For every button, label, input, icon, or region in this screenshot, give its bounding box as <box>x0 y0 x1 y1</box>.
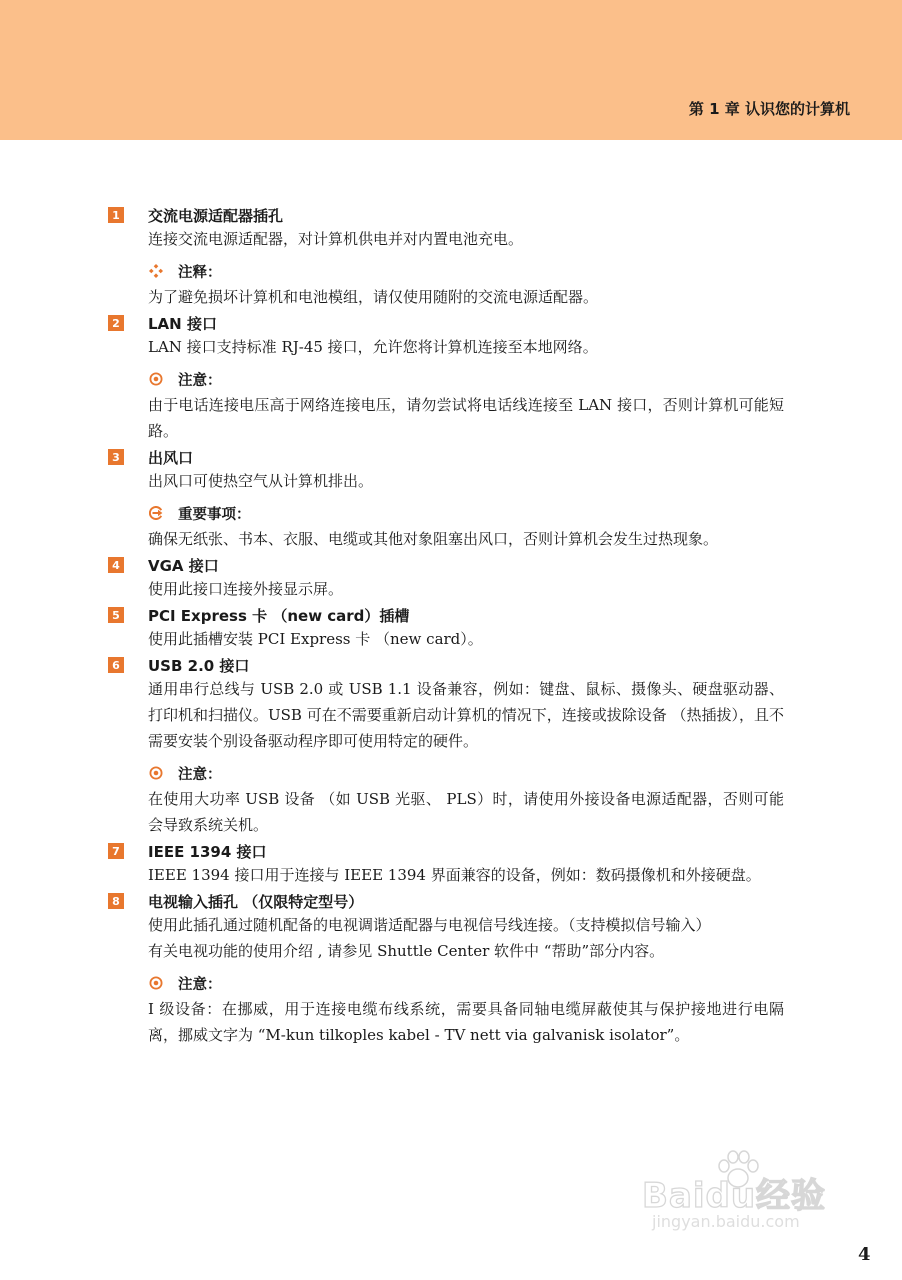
note-heading <box>148 970 784 996</box>
item-title: 交流电源适配器插孔 <box>148 206 284 225</box>
item-number-badge: 3 <box>108 449 124 465</box>
item-number-badge: 7 <box>108 843 124 859</box>
item <box>108 890 784 1048</box>
item-description: 连接交流电源适配器，对计算机供电并对内置电池充电。 <box>148 230 524 248</box>
item-heading <box>108 204 784 226</box>
target-circle-icon <box>148 765 164 781</box>
note-text: 由于电话连接电压高于网络连接电压，请勿尝试将电话线连接至 LAN 接口，否则计算机可能短路。 <box>148 396 784 440</box>
item-heading <box>108 312 784 334</box>
arrow-circle-icon <box>148 505 164 521</box>
diamond-bullet-icon <box>148 263 164 279</box>
item <box>108 312 784 444</box>
watermark-logo: Baidu经验 <box>642 1176 827 1216</box>
target-circle-icon <box>148 371 164 387</box>
note-text: I 级设备：在挪威，用于连接电缆布线系统，需要具备同轴电缆屏蔽使其与保护接地进行电隔离，挪威文字为 “M-kun tilkoples kabel - TV nett via galvanisk isolator”。 <box>148 1000 784 1044</box>
note-label: 重要事项： <box>178 506 251 523</box>
item-number-badge: 4 <box>108 557 124 573</box>
item-description: LAN 接口支持标准 RJ-45 接口，允许您将计算机连接至本地网络。 <box>148 338 598 356</box>
item-description: 使用此接口连接外接显示屏。 <box>148 580 344 598</box>
note-heading <box>148 258 784 284</box>
item-heading <box>108 654 784 676</box>
item-title: PCI Express 卡 （new card）插槽 <box>148 606 410 625</box>
note-heading <box>148 500 784 526</box>
item-number-badge: 8 <box>108 893 124 909</box>
item-number-badge: 1 <box>108 207 124 223</box>
note-heading <box>148 366 784 392</box>
note-text: 在使用大功率 USB 设备 （如 USB 光驱、 PLS）时，请使用外接设备电源适配器，否则可能会导致系统关机。 <box>148 790 784 834</box>
header-band <box>0 0 902 140</box>
note-label: 注意： <box>178 766 222 783</box>
chapter-title: 第 1 章 认识您的计算机 <box>688 100 850 118</box>
item-title: 出风口 <box>148 448 194 467</box>
item-number-badge: 2 <box>108 315 124 331</box>
item <box>108 654 784 838</box>
watermark <box>642 1150 842 1240</box>
item-heading <box>108 554 784 576</box>
item-title: IEEE 1394 接口 <box>148 842 267 861</box>
item-number-badge: 6 <box>108 657 124 673</box>
item-description: IEEE 1394 接口用于连接与 IEEE 1394 界面兼容的设备，例如：数码摄像机和外接硬盘。 <box>148 866 761 884</box>
note-label: 注释： <box>178 264 222 281</box>
note-label: 注意： <box>178 372 222 389</box>
item-description-extra: 有关电视功能的使用介绍 , 请参见 Shuttle Center 软件中 “帮助”部分内容。 <box>148 942 665 960</box>
note-label: 注意： <box>178 976 222 993</box>
target-circle-icon <box>148 975 164 991</box>
item <box>108 446 784 552</box>
item-number-badge: 5 <box>108 607 124 623</box>
note-text: 确保无纸张、书本、衣服、电缆或其他对象阻塞出风口，否则计算机会发生过热现象。 <box>148 530 719 548</box>
item-heading <box>108 446 784 468</box>
note-text: 为了避免损坏计算机和电池模组，请仅使用随附的交流电源适配器。 <box>148 288 599 306</box>
item-description: 使用此插槽安装 PCI Express 卡 （new card）。 <box>148 630 483 648</box>
item-description: 使用此插孔通过随机配备的电视调谐适配器与电视信号线连接。（支持模拟信号输入） <box>148 916 711 934</box>
item-title: LAN 接口 <box>148 314 217 333</box>
content <box>108 202 784 1048</box>
item-title: USB 2.0 接口 <box>148 656 250 675</box>
item <box>108 204 784 310</box>
item <box>108 840 784 888</box>
item-heading <box>108 840 784 862</box>
item-heading <box>108 604 784 626</box>
item-title: 电视输入插孔 （仅限特定型号） <box>148 892 364 911</box>
item-heading <box>108 890 784 912</box>
watermark-url: jingyan.baidu.com <box>652 1212 800 1231</box>
item <box>108 554 784 602</box>
page-number: 4 <box>858 1244 871 1265</box>
item-title: VGA 接口 <box>148 556 219 575</box>
item-description: 出风口可使热空气从计算机排出。 <box>148 472 374 490</box>
note-heading <box>148 760 784 786</box>
item-description: 通用串行总线与 USB 2.0 或 USB 1.1 设备兼容，例如：键盘、鼠标、摄像头、硬盘驱动器、打印机和扫描仪。USB 可在不需要重新启动计算机的情况下，连接或拔除设备 （热插拔），且不需要安装个别设备驱动程序即可使用特定的硬件。 <box>148 680 784 750</box>
item <box>108 604 784 652</box>
